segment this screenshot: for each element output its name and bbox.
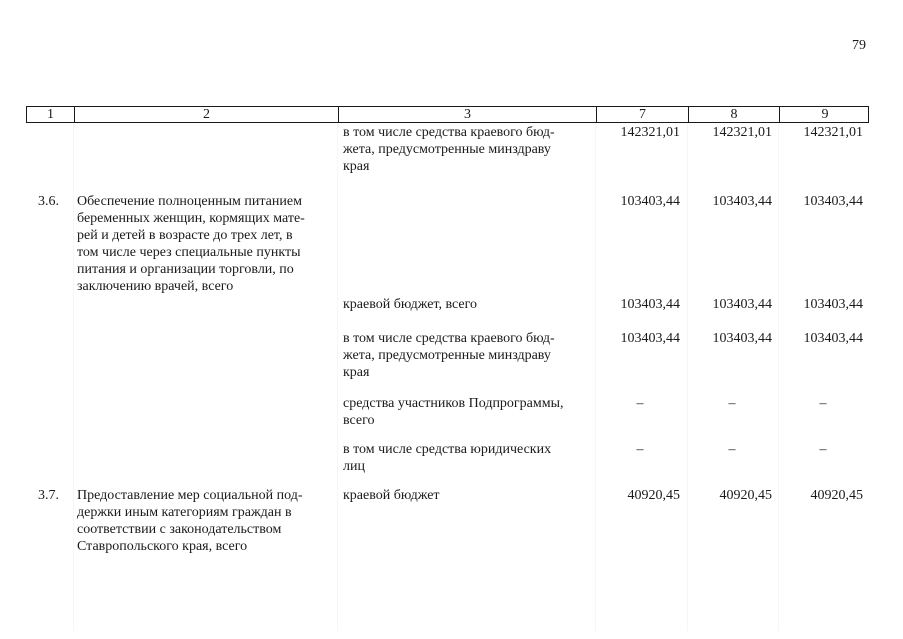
row-value-col8: 40920,45 xyxy=(719,488,772,503)
page-number: 79 xyxy=(852,38,866,53)
row-value-col7: 103403,44 xyxy=(620,194,680,209)
row-dash-col8: – xyxy=(728,396,736,411)
row-value-col9: 103403,44 xyxy=(803,297,863,312)
faint-column-line xyxy=(687,123,688,631)
header-col-2: 2 xyxy=(74,107,338,122)
row-dash-col8: – xyxy=(728,442,736,457)
header-col-3: 3 xyxy=(338,107,596,122)
row-number: 3.7. xyxy=(38,488,59,503)
row-title-text: Предоставление мер социальной под- держки иным категориям граждан в соответствии с законодательством Ставропольского края, всего xyxy=(77,488,303,554)
row-dash-col9: – xyxy=(819,396,827,411)
row-source-text: краевой бюджет xyxy=(343,488,440,503)
faint-column-line xyxy=(595,123,596,631)
table-header-row xyxy=(26,106,869,123)
faint-column-line xyxy=(337,123,338,631)
row-title-text: Обеспечение полноценным питанием беременных женщин, кормящих мате- рей и детей в возрасте до трех лет, в том числе через специальные пункты питания и организации торговли, по заключению врачей, всего xyxy=(77,194,305,294)
row-source-text: в том числе средства краевого бюд- жета, предусмотренные минздраву края xyxy=(343,125,555,174)
header-col-9: 9 xyxy=(779,107,870,122)
row-source-text: в том числе средства юридических лиц xyxy=(343,442,552,474)
faint-column-line xyxy=(778,123,779,631)
faint-column-line xyxy=(73,123,74,631)
header-col-8: 8 xyxy=(688,107,779,122)
row-value-col9: 103403,44 xyxy=(803,194,863,209)
row-number: 3.6. xyxy=(38,194,59,209)
row-value-col8: 103403,44 xyxy=(712,331,772,346)
row-value-col7: 103403,44 xyxy=(620,331,680,346)
row-dash-col7: – xyxy=(636,442,644,457)
row-value-col9: 103403,44 xyxy=(803,331,863,346)
row-source-text: в том числе средства краевого бюд- жета, предусмотренные минздраву края xyxy=(343,331,555,380)
row-value-col7: 40920,45 xyxy=(627,488,680,503)
row-source-text: краевой бюджет, всего xyxy=(343,297,478,312)
row-dash-col9: – xyxy=(819,442,827,457)
row-dash-col7: – xyxy=(636,396,644,411)
row-value-col8: 142321,01 xyxy=(712,125,772,140)
row-value-col8: 103403,44 xyxy=(712,194,772,209)
header-col-7: 7 xyxy=(596,107,688,122)
header-col-1: 1 xyxy=(47,107,54,122)
row-value-col7: 103403,44 xyxy=(620,297,680,312)
row-value-col8: 103403,44 xyxy=(712,297,772,312)
row-value-col9: 142321,01 xyxy=(803,125,863,140)
row-source-text: средства участников Подпрограммы, всего xyxy=(343,396,564,428)
row-value-col7: 142321,01 xyxy=(620,125,680,140)
row-value-col9: 40920,45 xyxy=(810,488,863,503)
